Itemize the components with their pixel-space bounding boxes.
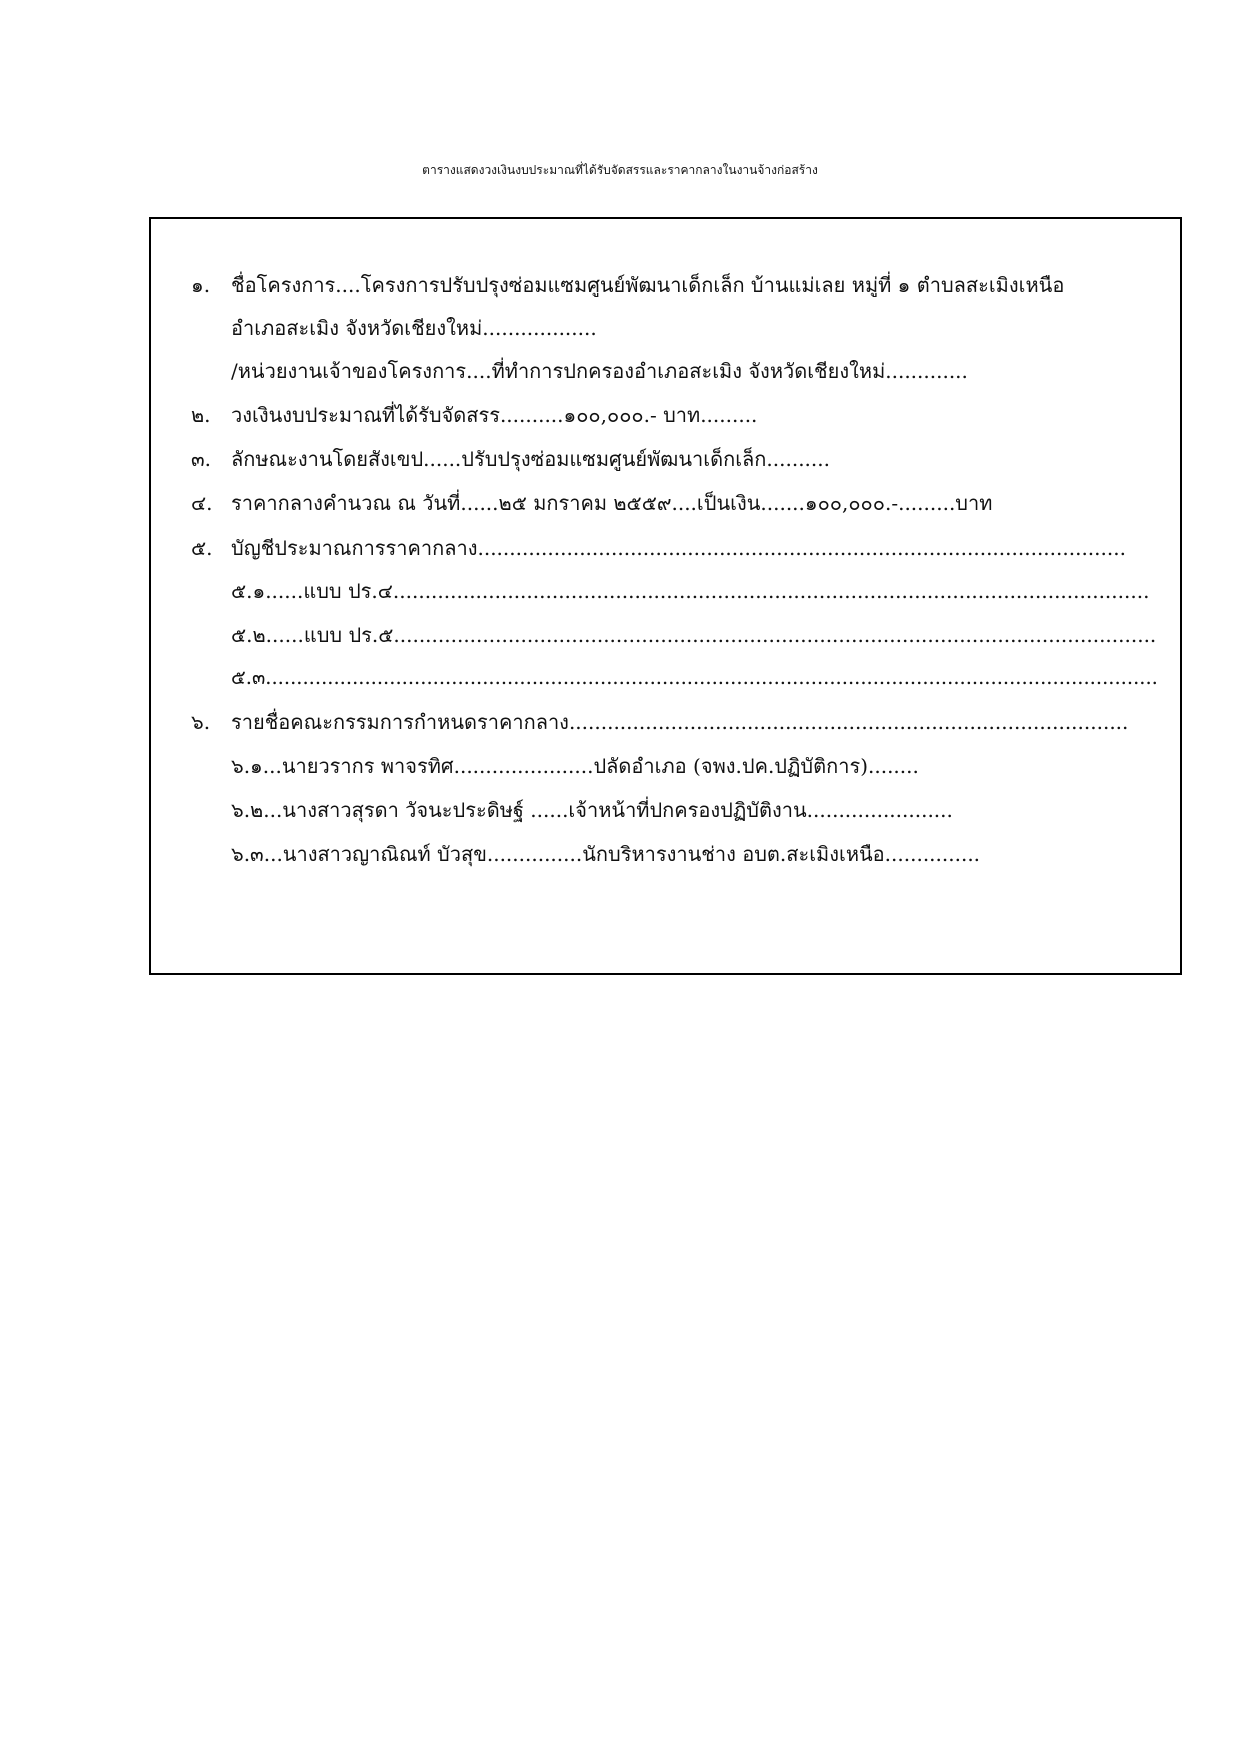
item-text: ราคากลางคำนวณ ณ วันที่......๒๕ มกราคม ๒๕๕๙....เป็นเงิน.......๑๐๐,๐๐๐.-.........บาท (231, 491, 993, 515)
item-text: ๕.๒......แบบ ปร.๕........................................................................................................................ (231, 623, 1157, 647)
item-text: ๖.๒...นางสาวสุรดา วัจนะประดิษฐ์ ......เจ้าหน้าที่ปกครองปฏิบัติงาน....................... (231, 798, 953, 822)
item-text: ลักษณะงานโดยสังเขป......ปรับปรุงซ่อมแซมศูนย์พัฒนาเด็กเล็ก.......... (231, 447, 830, 471)
document-title: ตารางแสดงวงเงินงบประมาณที่ได้รับจัดสรรและราคากลางในงานจ้างก่อสร้าง (422, 163, 818, 177)
item-text: ๖.๑...นายวรากร พาจรทิศ......................ปลัดอำเภอ (จพง.ปค.ปฏิบัติการ)........ (231, 754, 919, 778)
item-text: ชื่อโครงการ....โครงการปรับปรุงซ่อมแซมศูนย์พัฒนาเด็กเล็ก บ้านแม่เลย หมู่ที่ ๑ ตำบลสะเมิงเหนือ (231, 273, 1065, 297)
item-1-continuation (231, 312, 597, 344)
item-text: อำเภอสะเมิง จังหวัดเชียงใหม่.................. (231, 316, 597, 340)
item-text: ๖.๓...นางสาวญาณิณท์ บัวสุข...............นักบริหารงานช่าง อบต.สะเมิงเหนือ............... (231, 842, 981, 866)
item-number: ๓. (191, 447, 212, 471)
item-text: ๕.๑......แบบ ปร.๔....................................................................................................................... (231, 579, 1150, 603)
item-number: ๕. (191, 536, 213, 560)
item-number: ๔. (191, 491, 213, 515)
item-text: ๕.๓................................................................................................................................................ (231, 666, 1158, 689)
item-1-owner-agency (231, 355, 968, 387)
item-5-2 (231, 619, 1156, 651)
item-text: บัญชีประมาณการราคากลาง...................................................................................................... (231, 536, 1126, 560)
item-6-3 (231, 838, 980, 870)
item-6-1 (231, 750, 919, 782)
budget-table-frame (149, 217, 1182, 975)
item-5-3 (231, 662, 1158, 694)
item-text: วงเงินงบประมาณที่ได้รับจัดสรร..........๑๐๐,๐๐๐.- บาท......... (231, 403, 758, 427)
item-text: /หน่วยงานเจ้าของโครงการ....ที่ทำการปกครองอำเภอสะเมิง จังหวัดเชียงใหม่............. (231, 359, 968, 383)
item-number: ๑. (191, 273, 211, 297)
item-text: รายชื่อคณะกรรมการกำหนดราคากลาง........................................................................................ (231, 710, 1129, 734)
item-number: ๒. (191, 403, 211, 427)
item-number: ๖. (191, 710, 211, 734)
item-5-1 (231, 575, 1149, 607)
item-6-2 (231, 794, 953, 826)
